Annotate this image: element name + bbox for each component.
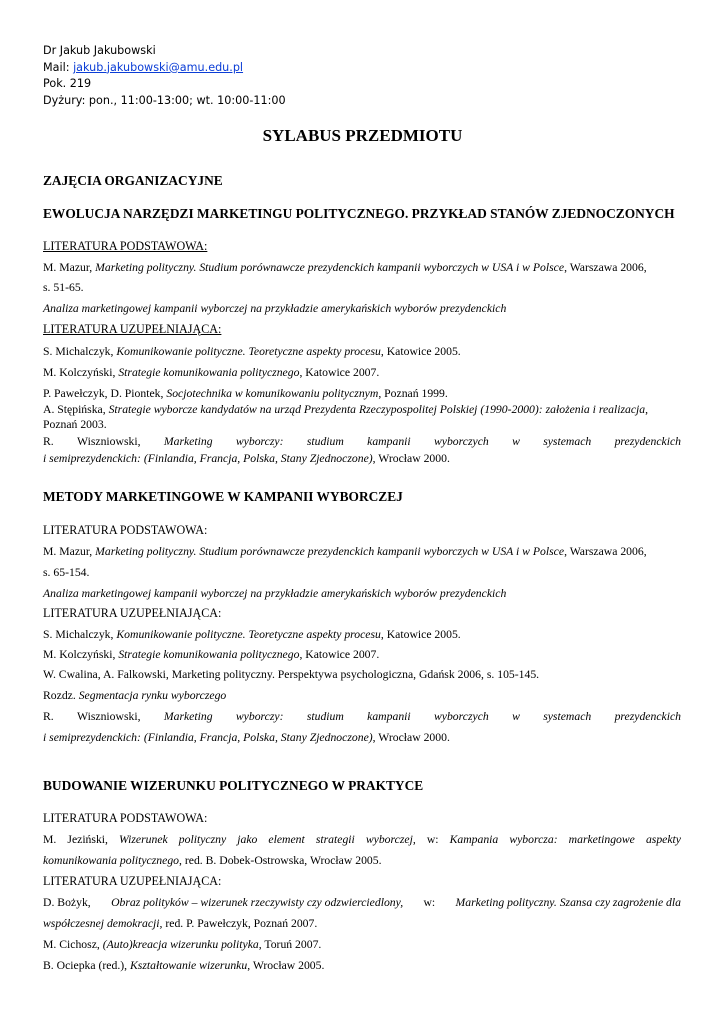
reference-line: W. Cwalina, A. Falkowski, Marketing polityczny. Perspektywa psychologiczna, Gdańsk 2006, s. 105-145. (43, 668, 540, 681)
reference-line: M. Cichosz, (Auto)kreacja wizerunku polityka, Toruń 2007. (43, 938, 322, 951)
reference-line: M. Mazur, Marketing polityczny. Studium porównawcze prezydenckich kampanii wyborczych w USA i w Polsce, Warszawa 2006, (43, 261, 647, 274)
reference-line: Analiza marketingowej kampanii wyborczej na przykładzie amerykańskich wyborów prezydenckich (43, 587, 507, 600)
justified-reference-line: R. Wiszniowski, Marketing wyborczy: studium kampanii wyborczych w systemach prezydenckich (43, 710, 681, 723)
basic-literature-label: LITERATURA PODSTAWOWA: (43, 523, 208, 537)
supplementary-literature-label: LITERATURA UZUPEŁNIAJĄCA: (43, 606, 222, 620)
mail-label: Mail: (43, 60, 74, 74)
justified-reference-line: R. Wiszniowski, Marketing wyborczy: studium kampanii wyborczych w systemach prezydenckich (43, 435, 681, 448)
basic-literature-label: LITERATURA PODSTAWOWA: (43, 239, 208, 253)
organizational-heading: ZAJĘCIA ORGANIZACYJNE (43, 173, 223, 188)
reference-line: B. Ociepka (red.), Kształtowanie wizerunku, Wrocław 2005. (43, 959, 325, 972)
room-number: Pok. 219 (43, 77, 92, 91)
section-heading: METODY MARKETINGOWE W KAMPANII WYBORCZEJ (43, 489, 403, 504)
author-header (43, 43, 286, 109)
reference-line: Rozdz. Segmentacja rynku wyborczego (43, 689, 227, 702)
reference-line: i semiprezydenckich: (Finlandia, Francja, Polska, Stany Zjednoczone), Wrocław 2000. (43, 452, 450, 465)
section-heading: BUDOWANIE WIZERUNKU POLITYCZNEGO W PRAKTYCE (43, 778, 424, 793)
reference-line: P. Pawełczyk, D. Piontek, Socjotechnika w komunikowaniu politycznym, Poznań 1999. (43, 387, 448, 400)
reference-line: s. 51-65. (43, 281, 84, 294)
reference-line: M. Kolczyński, Strategie komunikowania politycznego, Katowice 2007. (43, 366, 380, 379)
section-heading: EWOLUCJA NARZĘDZI MARKETINGU POLITYCZNEGO. PRZYKŁAD STANÓW ZJEDNOCZONYCH (43, 206, 675, 221)
supplementary-literature-label: LITERATURA UZUPEŁNIAJĄCA: (43, 322, 222, 336)
reference-line: i semiprezydenckich: (Finlandia, Francja, Polska, Stany Zjednoczone), Wrocław 2000. (43, 731, 450, 744)
author-name: Dr Jakub Jakubowski (43, 44, 156, 57)
reference-line: S. Michalczyk, Komunikowanie polityczne. Teoretyczne aspekty procesu, Katowice 2005. (43, 628, 461, 641)
basic-literature-label: LITERATURA PODSTAWOWA: (43, 811, 208, 825)
mail-line (43, 60, 286, 77)
document-title: SYLABUS PRZEDMIOTU (262, 126, 463, 145)
office-hours: Dyżury: pon., 11:00-13:00; wt. 10:00-11:00 (43, 93, 286, 107)
reference-line: M. Kolczyński, Strategie komunikowania politycznego, Katowice 2007. (43, 648, 380, 661)
mail-link[interactable]: jakub.jakubowski@amu.edu.pl (73, 60, 244, 74)
supplementary-literature-label: LITERATURA UZUPEŁNIAJĄCA: (43, 874, 222, 888)
reference-line: współczesnej demokracji, red. P. Pawełczyk, Poznań 2007. (43, 917, 318, 930)
reference-line: s. 65-154. (43, 566, 90, 579)
reference-line: komunikowania politycznego, red. B. Dobek-Ostrowska, Wrocław 2005. (43, 854, 382, 867)
justified-reference-line: D. Bożyk, Obraz polityków – wizerunek rzeczywisty czy odzwierciedlony, w: Marketing polityczny. Szansa czy zagrożenie dla (43, 896, 681, 909)
justified-reference-line: M. Jeziński, Wizerunek polityczny jako element strategii wyborczej, w: Kampania wyborcza: marketingowe aspekty (43, 833, 681, 846)
reference-line: Poznań 2003. (43, 418, 107, 431)
reference-line: Analiza marketingowej kampanii wyborczej na przykładzie amerykańskich wyborów prezydenckich (43, 302, 507, 315)
reference-line: S. Michalczyk, Komunikowanie polityczne. Teoretyczne aspekty procesu, Katowice 2005. (43, 345, 461, 358)
reference-line: M. Mazur, Marketing polityczny. Studium porównawcze prezydenckich kampanii wyborczych w USA i w Polsce, Warszawa 2006, (43, 545, 647, 558)
reference-line: A. Stępińska, Strategie wyborcze kandydatów na urząd Prezydenta Rzeczypospolitej Polskiej (1990-2000): założenia i realizacja, (43, 403, 649, 416)
